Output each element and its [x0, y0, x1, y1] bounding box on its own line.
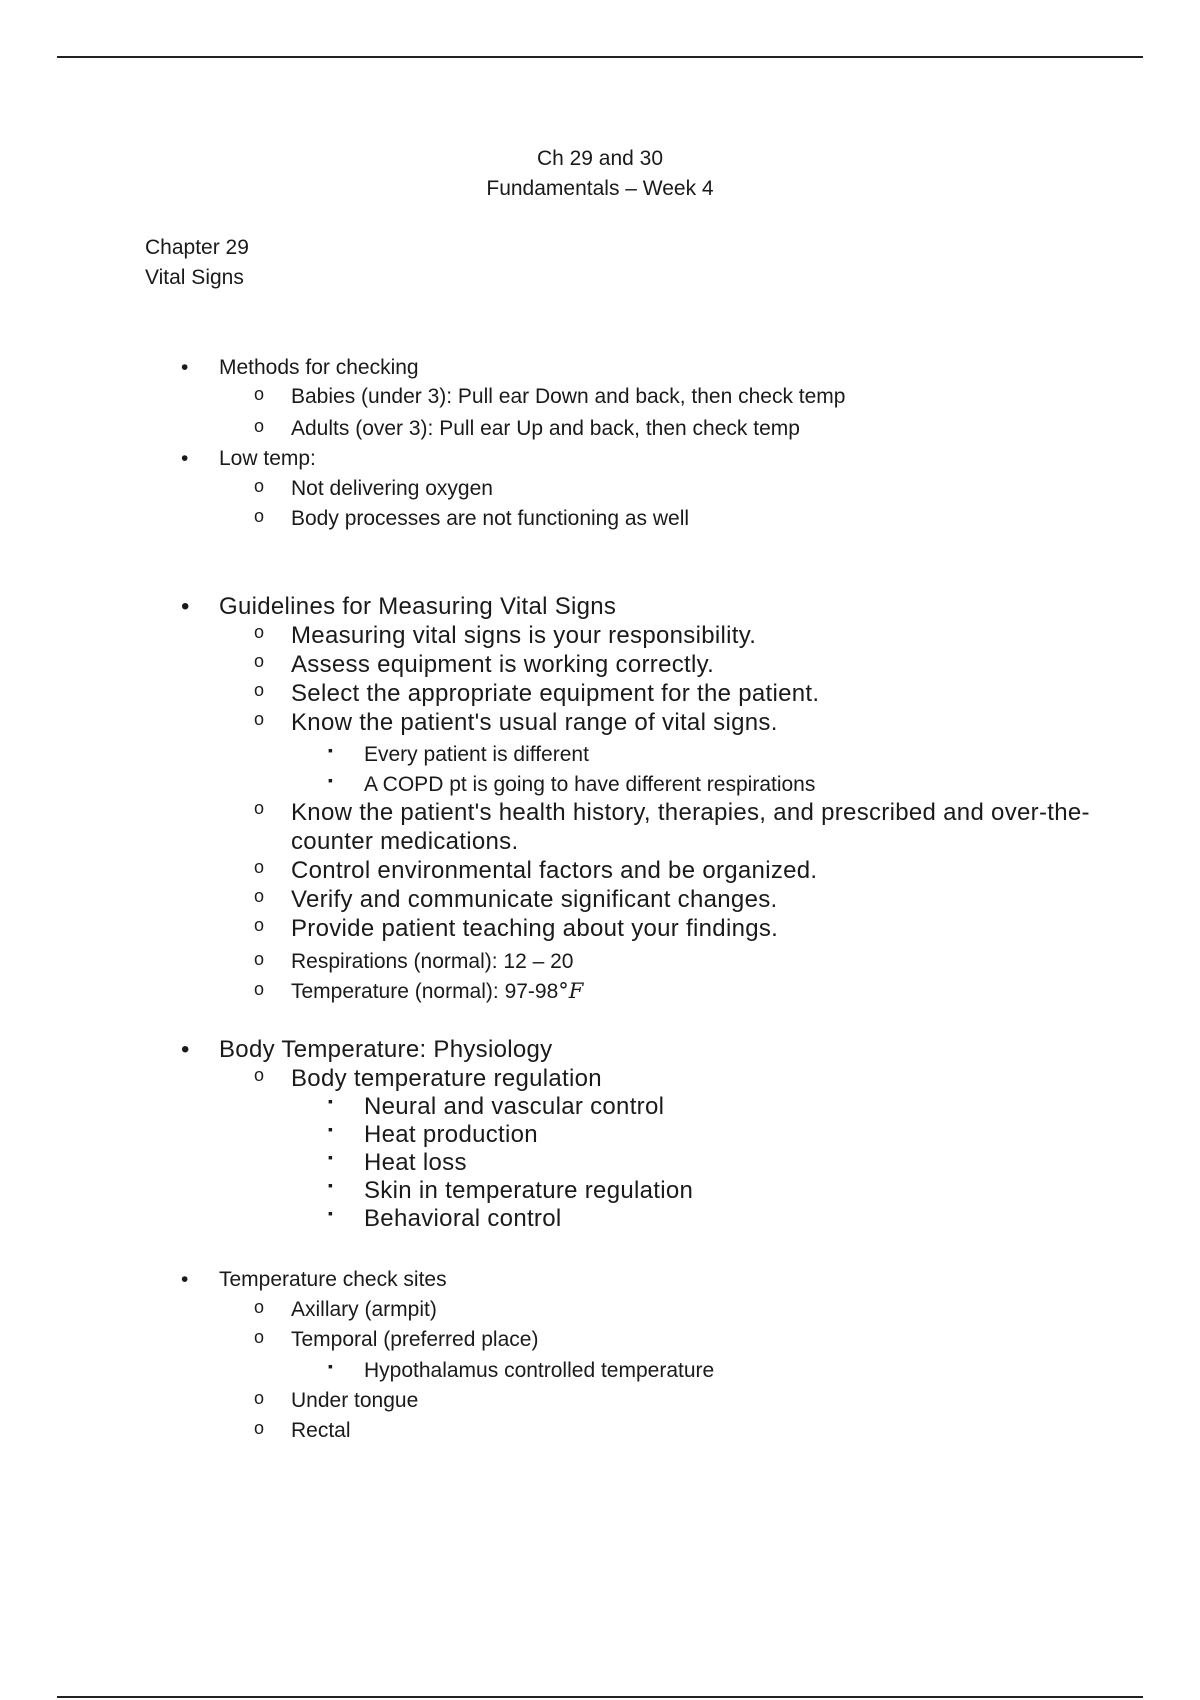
sub-bullet: [254, 979, 584, 1004]
sub-sub-bullet: [328, 1093, 665, 1122]
bullet-guidelines: [181, 593, 617, 622]
square-marker: ▪: [328, 1358, 333, 1374]
sub-marker: o: [254, 1065, 265, 1085]
sub-marker: o: [254, 416, 265, 436]
sub-bullet-text: Under tongue: [291, 1389, 419, 1412]
sub-bullet-text: Babies (under 3): Pull ear Down and back, then check temp: [291, 385, 846, 408]
square-marker: ▪: [328, 1205, 334, 1221]
sub-marker: o: [254, 915, 265, 935]
sub-bullet: [254, 857, 818, 886]
sub-bullet-text: Not delivering oxygen: [291, 477, 493, 500]
sub-bullet: [254, 476, 493, 501]
sub-bullet-text: Rectal: [291, 1419, 351, 1442]
sub-marker: o: [254, 476, 265, 496]
sub-marker: o: [254, 1327, 265, 1347]
sub-marker: o: [254, 384, 265, 404]
temperature-unit: °F: [558, 979, 584, 1003]
sub-sub-bullet: [328, 772, 816, 797]
sub-bullet: [254, 622, 757, 651]
sub-sub-bullet: [328, 1177, 694, 1206]
sub-bullet-text: Know the patient's usual range of vital signs.: [291, 709, 778, 736]
sub-marker: o: [254, 1388, 265, 1408]
square-marker: ▪: [328, 772, 333, 788]
sub-bullet: [254, 1297, 437, 1322]
sub-sub-bullet: [328, 1358, 715, 1383]
sub-bullet-text: Body temperature regulation: [291, 1065, 602, 1092]
sub-sub-bullet-text: Neural and vascular control: [364, 1093, 665, 1120]
sub-bullet: [254, 709, 778, 738]
square-marker: ▪: [328, 742, 333, 758]
sub-sub-bullet-text: Every patient is different: [364, 743, 589, 766]
bullet-label: Body Temperature: Physiology: [219, 1036, 553, 1063]
sub-marker: o: [254, 1418, 265, 1438]
sub-bullet: [254, 886, 778, 915]
sub-sub-bullet: [328, 1121, 538, 1150]
sub-bullet-text: Provide patient teaching about your findings.: [291, 915, 779, 942]
sub-bullet: [254, 1065, 602, 1094]
sub-marker: o: [254, 651, 265, 671]
sub-sub-bullet-text: A COPD pt is going to have different respirations: [364, 773, 816, 796]
square-marker: ▪: [328, 1121, 334, 1137]
header-rule: [57, 56, 1143, 58]
sub-marker: o: [254, 979, 265, 999]
bullet-label: Guidelines for Measuring Vital Signs: [219, 593, 617, 620]
doc-title: Ch 29 and 30: [536, 147, 664, 170]
sub-marker: o: [254, 622, 265, 642]
square-marker: ▪: [328, 1093, 334, 1109]
sub-bullet-text: Measuring vital signs is your responsibility.: [291, 622, 757, 649]
sub-bullet: [254, 680, 820, 709]
sub-bullet: [254, 1418, 351, 1443]
sub-bullet-text: Assess equipment is working correctly.: [291, 651, 715, 678]
doc-subtitle: Fundamentals – Week 4: [486, 177, 714, 200]
bullet-low-temp: [181, 446, 316, 471]
sub-sub-bullet-text: Skin in temperature regulation: [364, 1177, 694, 1204]
sub-marker: o: [254, 798, 265, 818]
sub-bullet-text: Respirations (normal): 12 – 20: [291, 950, 574, 973]
chapter-topic: Vital Signs: [145, 266, 244, 289]
sub-bullet: [254, 416, 800, 441]
bullet-label: Temperature check sites: [219, 1268, 447, 1291]
square-marker: ▪: [328, 1149, 334, 1165]
sub-marker: o: [254, 506, 265, 526]
sub-bullet: [254, 1327, 539, 1352]
sub-sub-bullet-text: Heat production: [364, 1121, 538, 1148]
sub-marker: o: [254, 886, 265, 906]
sub-marker: o: [254, 709, 265, 729]
sub-bullet-text: Verify and communicate significant changes.: [291, 886, 778, 913]
sub-sub-bullet-text: Heat loss: [364, 1149, 467, 1176]
bullet-label: Low temp:: [219, 447, 316, 470]
sub-bullet-text: Select the appropriate equipment for the patient.: [291, 680, 820, 707]
bullet-body-temp: [181, 1036, 553, 1065]
sub-bullet-text: Temperature (normal): 97-98: [291, 980, 559, 1003]
sub-sub-bullet: [328, 742, 589, 767]
sub-marker: o: [254, 857, 265, 877]
sub-marker: o: [254, 949, 265, 969]
bullet-check-sites: [181, 1267, 447, 1292]
chapter-label: Chapter 29: [145, 236, 249, 259]
bullet-marker: •: [181, 1036, 190, 1063]
sub-bullet-text: Adults (over 3): Pull ear Up and back, then check temp: [291, 417, 800, 440]
bullet-methods: [181, 355, 419, 380]
sub-marker: o: [254, 680, 265, 700]
bullet-marker: •: [181, 593, 190, 620]
square-marker: ▪: [328, 1177, 334, 1193]
sub-marker: o: [254, 1297, 265, 1317]
bullet-marker: •: [181, 447, 189, 470]
sub-bullet: [254, 506, 690, 531]
sub-bullet: [254, 949, 574, 974]
footer-rule: [57, 1696, 1143, 1698]
sub-bullet-text: Body processes are not functioning as well: [291, 507, 690, 530]
sub-bullet: [254, 384, 846, 409]
sub-bullet: [254, 651, 715, 680]
sub-bullet-text: Control environmental factors and be organized.: [291, 857, 818, 884]
bullet-label: Methods for checking: [219, 356, 419, 379]
sub-sub-bullet: [328, 1149, 467, 1178]
sub-bullet: [254, 798, 1111, 856]
sub-sub-bullet-text: Behavioral control: [364, 1205, 562, 1232]
sub-bullet-text: Temporal (preferred place): [291, 1328, 539, 1351]
bullet-marker: •: [181, 1268, 189, 1291]
sub-bullet: [254, 1388, 419, 1413]
sub-sub-bullet-text: Hypothalamus controlled temperature: [364, 1359, 715, 1382]
sub-sub-bullet: [328, 1205, 562, 1234]
bullet-marker: •: [181, 356, 189, 379]
sub-bullet: [254, 915, 779, 944]
sub-bullet-text: Axillary (armpit): [291, 1298, 437, 1321]
sub-bullet-text: Know the patient's health history, therapies, and prescribed and over-the-counter medications.: [291, 799, 1090, 855]
